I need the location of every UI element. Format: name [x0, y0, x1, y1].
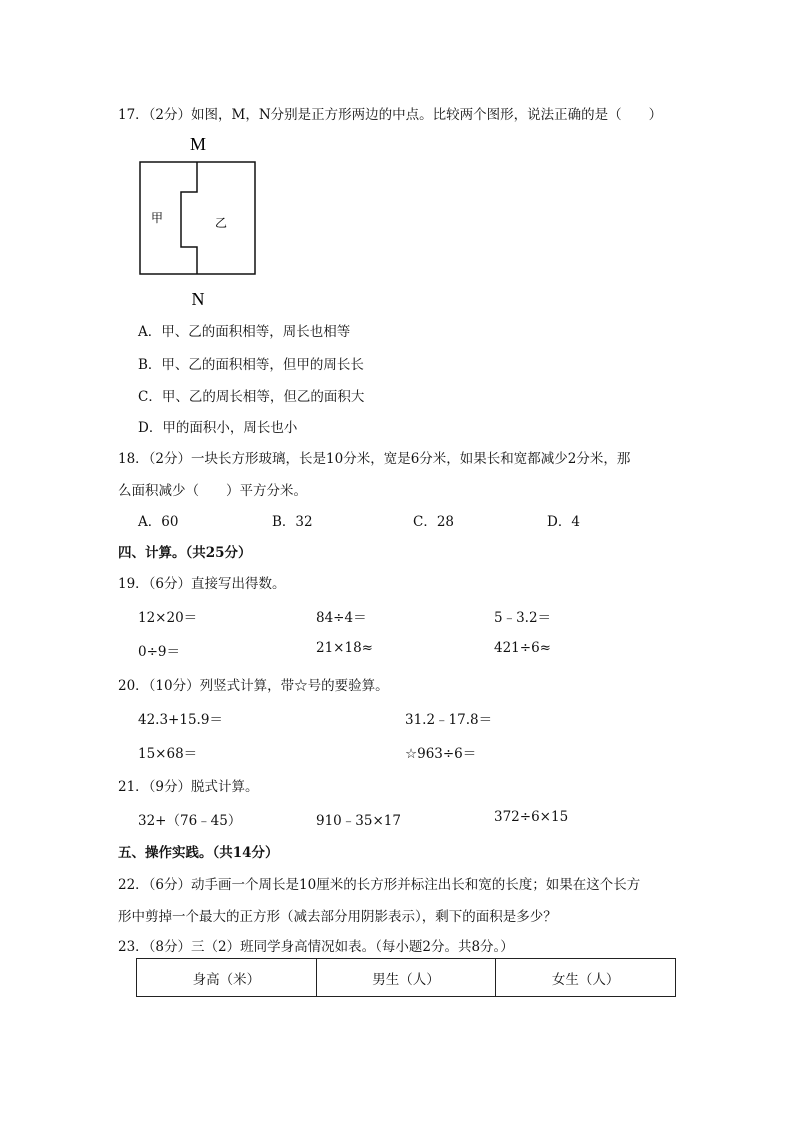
q21-stem: 21．（9分）脱式计算。 [118, 779, 259, 795]
section-5-heading: 五、操作实践。（共14分） [118, 845, 279, 861]
q20-stem: 20．（10分）列竖式计算，带☆号的要验算。 [118, 678, 389, 694]
q23-stem: 23．（8分）三（2）班同学身高情况如表。（每小题2分。共8分。） [118, 939, 514, 955]
q18-stem-line2: 么面积减少（ ）平方分米。 [118, 483, 307, 499]
q17-figure [135, 130, 260, 310]
q20-item-4: ☆963÷6＝ [405, 746, 477, 762]
q19-item-4: 0÷9＝ [138, 644, 180, 660]
q18-option-c: C．28 [413, 514, 455, 530]
q19-item-2: 84÷4＝ [316, 610, 367, 626]
label-jia: 甲 [150, 211, 164, 225]
label-yi: 乙 [214, 216, 228, 230]
q17-option-c: C．甲、乙的周长相等，但乙的面积大 [138, 389, 365, 405]
q22-stem-line2: 形中剪掉一个最大的正方形（减去部分用阴影表示），剩下的面积是多少？ [118, 909, 557, 925]
q22-stem-line1: 22．（6分）动手画一个周长是10厘米的长方形并标注出长和宽的长度；如果在这个长方 [118, 877, 641, 893]
q17-option-d: D．甲的面积小，周长也小 [138, 420, 298, 436]
q21-item-3: 372÷6×15 [494, 809, 569, 825]
q19-item-3: 5﹣3.2＝ [494, 610, 552, 626]
q18-option-b: B．32 [272, 514, 313, 530]
q19-item-6: 421÷6≈ [494, 640, 551, 656]
height-table [136, 958, 676, 997]
q19-stem: 19．（6分）直接写出得数。 [118, 576, 286, 592]
q18-stem-line1: 18．（2分）一块长方形玻璃，长是10分米，宽是6分米，如果长和宽都减少2分米，那 [118, 451, 631, 467]
label-m: M [189, 134, 207, 154]
q19-item-1: 12×20＝ [138, 610, 198, 626]
q20-item-2: 31.2﹣17.8＝ [405, 712, 493, 728]
square-midpoint-diagram [135, 130, 260, 310]
q17-option-b: B．甲、乙的面积相等，但甲的周长长 [138, 357, 364, 373]
section-4-heading: 四、计算。（共25分） [118, 545, 252, 561]
q17-option-a: A．甲、乙的面积相等，周长也相等 [138, 324, 351, 340]
q18-option-a: A．60 [138, 514, 179, 530]
q21-item-1: 32+（76﹣45） [138, 813, 242, 829]
table-header-boys: 男生（人） [316, 959, 496, 997]
q20-item-3: 15×68＝ [138, 746, 198, 762]
label-n: N [191, 289, 205, 309]
q21-item-2: 910﹣35×17 [316, 813, 401, 829]
table-header-row [137, 959, 676, 997]
q20-item-1: 42.3+15.9＝ [138, 712, 223, 728]
table-header-girls: 女生（人） [496, 959, 676, 997]
table-header-height: 身高（米） [137, 959, 317, 997]
q17-stem: 17．（2分）如图，M，N分别是正方形两边的中点。比较两个图形，说法正确的是（ ） [118, 107, 663, 123]
q19-item-5: 21×18≈ [316, 640, 373, 656]
q18-option-d: D．4 [547, 514, 580, 530]
